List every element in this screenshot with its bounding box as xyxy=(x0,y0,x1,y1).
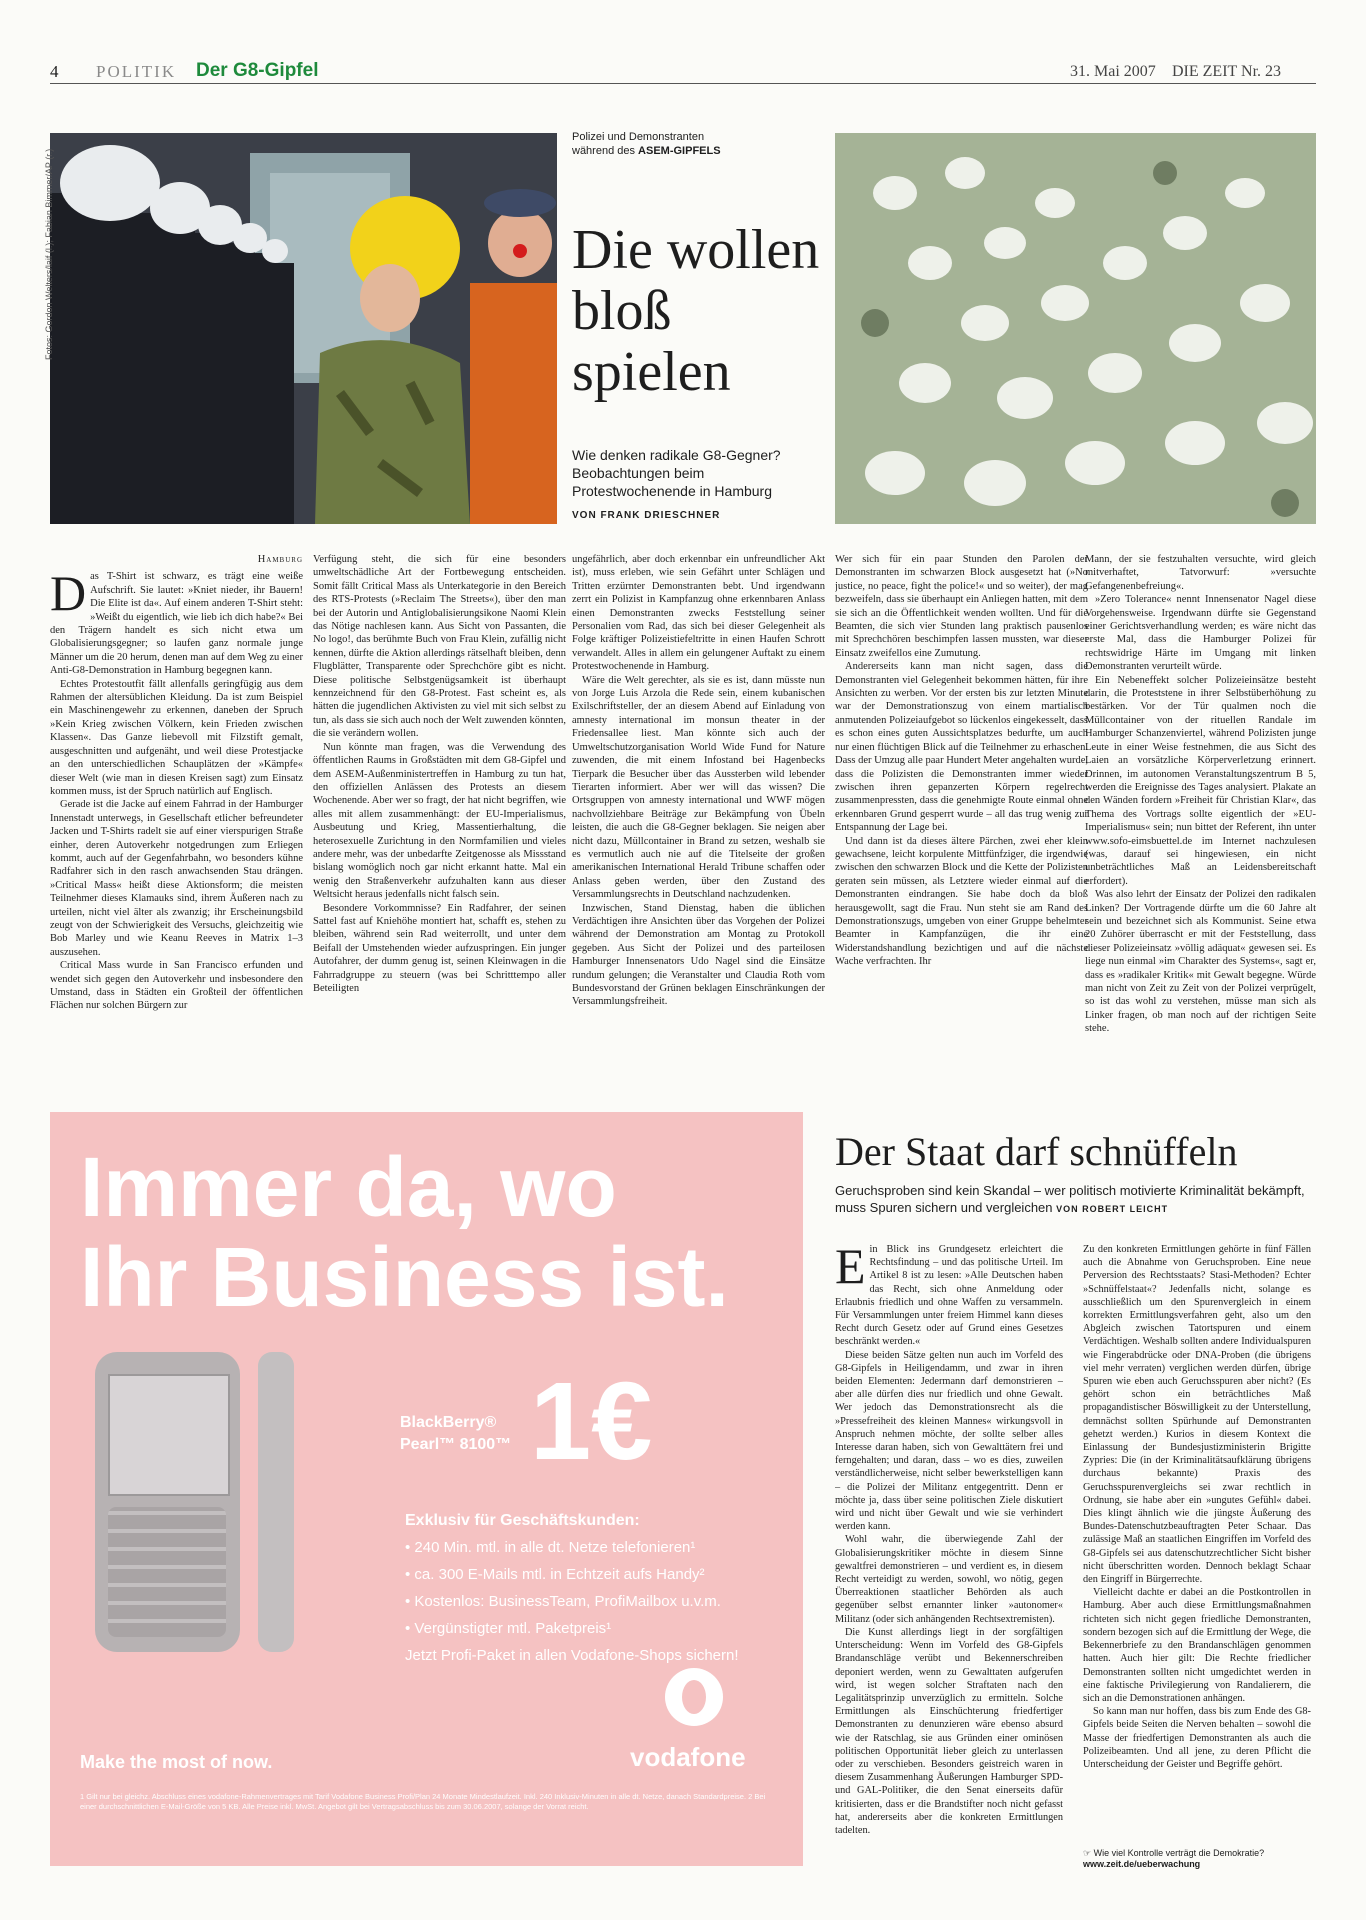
ad-product-name xyxy=(400,1412,511,1456)
article2-paragraph: Vielleicht dachte er dabei an die Postkontrollen in Hamburg. Aber auch diese Ermittlungsmaßnahmen richteten sich nicht gegen friedliche Demonstranten, sondern bezogen sich auf die Ermittlung der Wege, die Bekennerbriefe zu den Brandanschlägen genommen hatten. Auch hier gilt: Die Rechte friedlicher Demonstranten sollten nicht umgedichtet werden in eine faktische Privilegierung von Randalierern, die sich an die Demonstrationen anhängen. xyxy=(1083,1587,1311,1704)
article1-paragraph: Wer sich für ein paar Stunden den Parolen der Demonstranten im schwarzen Block ausgesetzt hat (»No justice, no peace, fight the police!« und so weiter), der mag bezweifeln, dass sie überhaupt ein Anliegen hatten, mit dem sie sich an die Öffentlichkeit wenden wollten. Und für die Beamten, die sich vier Stunden lang praktisch pausenlos mit Sprechchören beschimpfen lassen mussten, war dieser Einsatz zweifellos eine Zumutung. xyxy=(835,554,1088,659)
ad-brand: vodafone xyxy=(630,1742,746,1772)
online-link-url[interactable]: www.zeit.de/ueberwachung xyxy=(1083,1859,1201,1869)
article1-paragraph: Echtes Protestoutfit fällt allenfalls geringfügig aus dem Rahmen der altersüblichen Kleidung. Da ist zum Beispiel ein Maschinengewehr zu erkennen, daneben der Spruch »Kein Krieg zwischen Völkern, kein Frieden zwischen Klassen«. Das Ganze liebevoll mit Filzstift gemalt, ausgeschnitten und aufgenäht, und weil diese Protestjacke an den unterschiedlichen Schauplätzen der »Kämpfe« dieser Welt (wie man in diesen Kreisen sagt) zum Einsatz kommen muss, ist der Spruch natürlich auf Englisch. xyxy=(50,678,303,797)
vodafone-logo-drop xyxy=(682,1680,706,1714)
article2-paragraph: Diese beiden Sätze gelten nun auch im Vorfeld des G8-Gipfels in Heiligendamm, und zwar in ihren beiden Elementen: Jedermann darf demonstrieren – aber alle dürfen dies nur friedlich und ohne Gewalt. Wer jedoch das Demonstrationsrecht als die »Pressefreiheit des kleinen Mannes« wirkungsvoll in Anspruch nehmen möchte, der sollte selber alles Interesse daran haben, sich von Gewalttätern frei und ferngehalten; und daran, dass – wo es dies, zuweilen verständlicherweise, nicht selber bewerkstelligen kann – die Polizei der Militanz entgegentritt. Denn er möchte ja, dass über seine politischen Ziele diskutiert wird und nicht über Gewalt und wie sie verhindert werden kann. xyxy=(835,1349,1063,1533)
issue-date: 31. Mai 2007 xyxy=(1070,63,1156,80)
ad-offer-title: Exklusiv für Geschäftskunden: xyxy=(405,1512,640,1529)
online-link-question: Wie viel Kontrolle verträgt die Demokratie? xyxy=(1093,1848,1265,1858)
photo-police-crowd-illustration xyxy=(835,133,1316,524)
article2-column-2 xyxy=(1083,1243,1311,1838)
article1-paragraph: Besondere Vorkommnisse? Ein Radfahrer, der seinen Sattel fast auf Kniehöhe montiert hat, schafft es, stehen zu bleiben, während sein Rad weiterrollt, und unter dem Beifall der Umstehenden wieder aufzuspringen. Ein junger Autofahrer, der dumm genug ist, seinen Kleinwagen in die Fahrradgruppe zu steuern (was bei Schritttempo aller Beteiligten xyxy=(313,902,566,994)
article2-paragraph: Zu den konkreten Ermittlungen gehörte in fünf Fällen auch die Abnahme von Geruchsproben. Eine neue Perversion des Rechtsstaats? Stasi-Methoden? Echter »Schnüffelstaat«? Jedenfalls nicht, solange es ausschließlich um den Spurenvergleich in einem korrekten Ermittlungsverfahren geht, also um den Abgleich zwischen Tatortspuren und einem Verdächtigen. Weshalb sollten andere Individualspuren wie Fingerabdrücke oder DNA-Proben (die übrigens viel mehr verraten) verglichen werden dürfen, übrige Spuren wie eben auch Geruchsspuren aber nicht? (Es gehört schon ein beträchtliches Maß propagandistischer Böswilligkeit zu der Unterstellung, demnächst sollten Spürhunde auf Demonstranten gehetzt werden.) Kurios in diesem Kontext die Einlassung der Bundesjustizministerin Brigitte Zypries: Die (in der Kriminalitätsaufklärung übrigens durchaus bekannte) Praxis des Geruchsspurenvergleichs sei zwar rechtlich in Ordnung, sie habe aber ein »ungutes Gefühl« dabei. Dies klingt ähnlich wie die jüngste Äußerung des Bundes-Datenschutzbeauftragten Peter Schaar. Das zulässige Maß an staatlichen Eingriffen im Vorfeld des G8-Gipfels sei aus datenschutzrechtlicher Sicht bisher nicht überschritten worden. Dennoch beklagt Schaar den Eingriff in Bürgerrechte. xyxy=(1083,1244,1311,1586)
article-headline: Die wollen bloß spielen xyxy=(572,219,820,403)
photo-caption-line1: Polizei und Demonstranten xyxy=(572,131,705,143)
article-byline: VON FRANK DRIESCHNER xyxy=(572,510,721,521)
article1-paragraph: Was also lehrt der Einsatz der Polizei den radikalen Linken? Der Vortragende dürfte um die 60 Jahre alt sein und bezeichnet sich als Kommunist. Seine etwa 20 Zuhörer überrascht er mit der Feststellung, dass dieser Polizeieinsatz »völlig adäquat« gewesen sei. Es liege nun einmal »im Charakter des Systems«, sagt er, dass es »radikaler Kritik« mit Gewalt begegne. Würde man nicht von Zeit zu Zeit von der Polizei verprügelt, so ist das wohl zu verstehen, müsse man sich als Linker fragen, ob man noch auf der richtigen Seite stehe. xyxy=(1085,889,1316,1035)
article1-paragraph: Wäre die Welt gerechter, als sie es ist, dann müsste nun von Jorge Luis Arzola die Rede sein, einem kubanischen Exilschriftsteller, der an diesem Abend auf Einladung von amnesty international im monsun theater in der Friedensallee liest. Man könnte sich auch der Umweltschutzorganisation World Wide Fund for Nature zuwenden, die mit einem Infostand bei Hagenbecks Tierpark die Besucher über das Aussterben wild lebender Tierarten informiert. Aber wer will das wissen? Die Ortsgruppen von amnesty international und WWF mögen nachvollziehbare Beiträge zur Bekämpfung von Übeln leisten, die auch die G8-Gegner beklagen. Sie neigen aber nicht dazu, Müllcontainer in Brand zu setzen, weshalb sie es vermutlich auch nie auf die Titelseite der großen amerikanischen International Herald Tribune schaffen oder Anlass geben werden, über den Zustand des Versammlungsrechts in Deutschland nachzudenken. xyxy=(572,674,825,901)
ad-offer-list xyxy=(405,1507,739,1669)
article1-column-4 xyxy=(835,553,1088,1080)
ad-offer-item: • Vergünstigter mtl. Paketpreis¹ xyxy=(405,1620,612,1637)
photo-caption-bold: ASEM-GIPFELS xyxy=(638,145,721,157)
photo-police-clowns-illustration xyxy=(50,133,557,524)
article2-subtitle: Geruchsproben sind kein Skandal – wer politisch motivierte Kriminalität bekämpft, muss Spuren sichern und vergleichen xyxy=(835,1183,1305,1215)
article1-paragraph: Und dann ist da dieses ältere Pärchen, zwei eher klein gewachsene, leicht korpulente Mittfünfziger, die irgendwie zwischen den schwarzen Block und die Kette der Polizisten geraten sein müssen, als Letztere wieder einmal auf die Demonstranten eindrangen. Sie habe doch da bloß herausgewollt, sagt die Frau. Nun steht sie am Rand des Demonstrationszugs, umgeben von einer Gruppe behelmter Beamter in Kampfanzügen, die ihr eine Widerstandshandlung bezichtigen und auf die nächste Wache verfrachten. Ihr xyxy=(835,835,1088,968)
article1-paragraph: Andererseits kann man nicht sagen, dass die Demonstranten viel Gelegenheit bekommen hätten, für ihre Ansichten zu werben. Vor der ersten bis zur letzten Minute war der Demonstrationszug von einem martialisch anmutenden Polizeiaufgebot so lückenlos eingekesselt, dass es schon eines guten Aussichtsplatzes bedurfte, um auch nur einen flüchtigen Blick auf die Teilnehmer zu erhaschen. Dass der Umzug alle paar Hundert Meter angehalten wurde, dass die Polizisten die Demonstranten immer wieder zwischen ihren gepanzerten Körpern regelrecht zusammenpressten, dass die genehmigte Route einmal ohne erkennbaren Grund gesperrt wurde – all das trug wenig zur Entspannung der Lage bei. xyxy=(835,661,1088,834)
photo-caption-line2 xyxy=(572,144,721,158)
article-subheadline: Wie denken radikale G8-Gegner? Beobachtungen beim Protestwochenende in Hamburg xyxy=(572,447,781,499)
phone-screen xyxy=(108,1374,230,1496)
article2-paragraph: in Blick ins Grundgesetz erleichtert die Rechtsfindung – und das politische Urteil. Im Artikel 8 ist zu lesen: »Alle Deutschen haben das Recht, sich ohne Anmeldung oder Erlaubnis friedlich und ohne Waffen zu versammeln. Für Versammlungen unter freiem Himmel kann dieses Recht durch Gesetz oder auf Grund eines Gesetzes beschränkt werden.« xyxy=(835,1244,1063,1348)
article2-paragraph: Wohl wahr, die überwiegende Zahl der Globalisierungskritiker möchte in diesem Sinne gewaltfrei demonstrieren – und verdient es, in diesem Recht verteidigt zu werden, sowohl, wo nötig, gegen Überreaktionen staatlicher Behörden als auch gegenüber selbst ernannter linker »autonomer« Militanz (oder sich anhängenden Rechtsextremisten). xyxy=(835,1534,1063,1625)
ad-slogan: Make the most of now. xyxy=(80,1752,273,1772)
ad-fineprint: 1 Gilt nur bei gleichz. Abschluss eines vodafone-Rahmenvertrages mit Tarif Vodafone Business Profi/Plan 24 Monate Mindestlaufzeit. Inkl. 240 Inklusiv-Minuten in alle dt. Netze, danach Standardpreise. 2 Bei einer durchschnittlichen E-Mail-Größe von 5 KB. Alle Preise inkl. MwSt. Angebot gilt bei Vertragsabschluss bis zum 30.06.2007, solange der Vorrat reicht. xyxy=(80,1792,766,1811)
article1-paragraph: »Zero Tolerance« nennt Innensenator Nagel diese Vorgehensweise. Irgendwann dürfte sie Gegenstand einer Gerichtsverhandlung werden; es wäre nicht das erste Mal, dass die Hamburger Polizei für rechtswidrige Härte im Umgang mit linken Demonstranten verurteilt würde. xyxy=(1085,594,1316,673)
photo-police-crowd xyxy=(835,133,1316,524)
article1-paragraph: Inzwischen, Stand Dienstag, haben die üblichen Verdächtigen ihre Ansichten über das Vorgehen der Polizei während der Demonstration am Montag zu Protokoll gegeben. Aus Sicht der Polizei und des parteilosen Hamburger Innensenators Udo Nagel sind die Einsätze rundum gelungen; die Veranstalter und Claudia Roth vom Bundesvorstand der Grünen beklagen Einschränkungen der Versammlungsfreiheit. xyxy=(572,902,825,1008)
phone-keypad xyxy=(108,1507,226,1637)
article1-paragraph: ungefährlich, aber doch erkennbar ein unfreundlicher Akt ist), muss erleben, wie sein Gefährt unter Schlägen und Tritten erzürnter Demonstranten bebt. Und irgendwann zerrt ein Polizist in Kampfanzug ohne erkennbaren Anlass einen Demonstranten zwecks Feststellung seiner Personalien vom Rad, das sich bei dieser Gelegenheit als Folge kräftiger Polizeistiefeltritte in einen Haufen Schrott verwandelt. Alles in allem ein gelungener Auftakt zu einem Protestwochenende in Hamburg. xyxy=(572,554,825,673)
ad-product-line2: Pearl™ 8100™ xyxy=(400,1436,512,1453)
photo-credit: Fotos: Gordon Welters/laif (l.); Fabian Bimmer/AP (r.) xyxy=(44,148,54,360)
ad-cta: Jetzt Profi-Paket in allen Vodafone-Shops sichern! xyxy=(405,1647,739,1664)
header-rule xyxy=(50,83,1316,84)
article1-dateline: Hamburg xyxy=(257,554,303,565)
article2-online-link[interactable] xyxy=(1083,1848,1264,1870)
ad-headline-line2: Ihr Business ist. xyxy=(80,1230,729,1324)
article1-column-1 xyxy=(50,553,303,1080)
section-rubric: POLITIK xyxy=(96,62,177,81)
vodafone-advertisement[interactable] xyxy=(50,1112,803,1866)
blackberry-phone-side-image xyxy=(258,1352,294,1652)
page-number: 4 xyxy=(50,62,59,81)
article2-byline: VON ROBERT LEICHT xyxy=(1056,1204,1169,1214)
article1-paragraph: Verfügung steht, die sich für eine besonders umweltschädliche Art der Fortbewegung entscheiden. Somit fällt Critical Mass als Unterkategorie in den Bereich des RTS-Protests (»Reclaim The Streets«), über den man bei der Autorin und Antiglobalisierungsikone Naomi Klein das Nötige nachlesen kann. Aus Sicht von Passanten, die No logo!, das berühmte Buch von Frau Klein, zufällig nicht kennen, dürfte die Aktion allerdings rätselhaft bleiben, denn Flugblätter, Transparente oder Sprechchöre gibt es nicht. Diese politische Selbstgenügsamkeit ist überhaupt kennzeichnend für den G8-Protest. Fast scheint es, als hätten die jugendlichen Aktivisten zu viel mit sich selbst zu tun, als dass sie sich auch noch der Welt zuwenden könnten, die sie verändern wollen. xyxy=(313,554,566,740)
article2-paragraph: So kann man nur hoffen, dass bis zum Ende des G8-Gipfels beide Seiten die Nerven behalten – sowohl die Masse der friedfertigen Demonstranten als auch die Polizeibeamten. Und all jene, zu deren Pflicht die Unterscheidung der Geister und Begriffe gehört. xyxy=(1083,1706,1311,1770)
photo-caption xyxy=(572,130,721,158)
article1-paragraph: Nun könnte man fragen, was die Verwendung des öffentlichen Raums in Großstädten mit dem G8-Gipfel und dem ASEM-Außenministertreffen in Hamburg zu tun hat, den offiziellen Anlässen des Protests an diesem Wochenende. Aber wer so fragt, der hat nicht begriffen, wie alles mit allem zusammenhängt: der EU-Imperialismus, Ausbeutung und Krieg, Massentierhaltung, die heterosexuelle Zurichtung in den Normfamilien und vieles andere mehr, was der unbedarfte Zeitgenosse als Missstand bislang womöglich noch gar nicht erkannt hatte. Mal ein wenig den Straßenverkehr aufzuhalten kann aus dieser Weltsicht heraus jedenfalls nicht falsch sein. xyxy=(313,741,566,901)
article1-paragraph: as T-Shirt ist schwarz, es trägt eine weiße Aufschrift. Sie lautet: »Kniet nieder, ihr Bauern! Die Elite ist da«. Auf einem anderen T-Shirt steht: »Weißt du eigentlich, wie lieb ich dich habe?« Bei den Trägern handelt es sich nicht etwa um Globalisierungsgegner; so laufen ganz normale junge Männer um die 20 herum, denen man auf dem Weg zu einer Anti-G8-Demonstration in Hamburg begegnen kann. xyxy=(50,571,303,677)
article1-column-5 xyxy=(1085,553,1316,1080)
article2-column-1 xyxy=(835,1243,1063,1863)
article1-dropcap: D xyxy=(50,565,87,622)
article1-paragraph: Critical Mass wurde in San Francisco erfunden und wendet sich gegen den Autoverkehr und insbesondere den Umstand, dass in Städten ein Großteil der öffentlichen Flächen nur solchen Bürgern zur xyxy=(50,960,303,1012)
section-title: Der G8-Gipfel xyxy=(196,60,319,81)
article1-paragraph: Gerade ist die Jacke auf einem Fahrrad in der Hamburger Innenstadt unterwegs, in Gesellschaft etlicher befreundeter Jacken und T-Shirts radelt sie auf einer vierspurigen Straße einher, deren Autoverkehr notgedrungen zum Erliegen kommt, auch auf der Gegenfahrbahn, wo besonders kühne Radfahrer sich in den rasch anwachsenden Stau drängen. »Critical Mass« heißt diese Aktionsform; die meisten Teilnehmer dieses Klamauks sind, ihrem Äußeren nach zu urteilen, nicht viel älter als zwanzig; ihr Erscheinungsbild zeugt von der Schwierigkeit des Versuchs, gleichzeitig wie Bob Marley und wie Keanu Reeves in Matrix 1–3 auszusehen. xyxy=(50,799,303,958)
photo-police-clowns xyxy=(50,133,557,524)
photo-caption-prefix: während des xyxy=(572,145,639,157)
article1-column-3 xyxy=(572,553,825,1080)
issue-number: DIE ZEIT Nr. 23 xyxy=(1172,63,1282,80)
article2-headline: Der Staat darf schnüffeln xyxy=(835,1129,1238,1174)
ad-price: 1€ xyxy=(530,1360,653,1483)
ad-headline-line1: Immer da, wo xyxy=(80,1140,617,1234)
ad-product-line1: BlackBerry® xyxy=(400,1414,497,1431)
article2-dropcap: E xyxy=(835,1243,866,1294)
article1-paragraph: Ein Nebeneffekt solcher Polizeieinsätze besteht darin, die Proteststene in ihrer Selbstüberhöhung zu bestärken. Vor der Tür qualmen noch die Müllcontainer von der rituellen Randale im Hamburger Schanzenviertel, während Polizisten junge Leute in einer Weise festnehmen, die aus Sicht des Laien an vorsätzliche Körperverletzung erinnert. Drinnen, im autonomen Veranstaltungszentrum B 5, werden die Ereignisse des Tages analysiert. Plakate an den Wänden fordern »Freiheit für Christian Klar«, das Thema des Vortrags sollte eigentlich der »EU-Imperialismus« sein; nun bittet der Referent, ihn unter www.sofo-eimsbuettel.de im Internet nachzulesen (was, darauf sei hingewiesen, ein nicht unbeträchtliches Maß an Leidensbereitschaft erfordert). xyxy=(1085,674,1316,887)
ad-headline xyxy=(80,1142,729,1322)
article2-paragraph: Die Kunst allerdings liegt in der sorgfältigen Unterscheidung: Wenn im Vorfeld des G8-Gipfels Brandanschläge verübt und Bekennerschreiben deponiert werden, wenn zu Gewalttaten aufgerufen wird, ist wegen solcher Straftaten nach den Legalitätsprinzip unverzüglich zu ermitteln. Solche Ermittlungen als Einschüchterung friedfertiger Demonstranten zu denunzieren wäre ebenso absurd wie der Ratschlag, sie aus Gründen einer ominösen politischen Opportunität lieber gleich zu unterlassen oder zu verschieben. Besonders geistreich waren in diesem Zusammenhang Äußerungen Hamburger SPD- und GAL-Politiker, die den Senat einerseits dafür kritisierten, dass er die Brandstifter noch nicht gefasst hat, andererseits aber die konkreten Ermittlungen tadelten. xyxy=(835,1626,1063,1836)
ad-offer-item: • ca. 300 E-Mails mtl. in Echtzeit aufs Handy² xyxy=(405,1566,705,1583)
ad-offer-item: • Kostenlos: BusinessTeam, ProfiMailbox u.v.m. xyxy=(405,1593,721,1610)
ad-offer-item: • 240 Min. mtl. in alle dt. Netze telefonieren¹ xyxy=(405,1539,696,1556)
pointing-hand-icon: ☞ xyxy=(1083,1848,1092,1858)
article2-subheadline xyxy=(835,1182,1316,1218)
article1-column-2 xyxy=(313,553,566,1080)
article1-paragraph: Mann, der sie festzuhalten versuchte, wird gleich mitverhaftet, Tatvorwurf: »versuchte Gefangenenbefreiung«. xyxy=(1085,554,1316,592)
